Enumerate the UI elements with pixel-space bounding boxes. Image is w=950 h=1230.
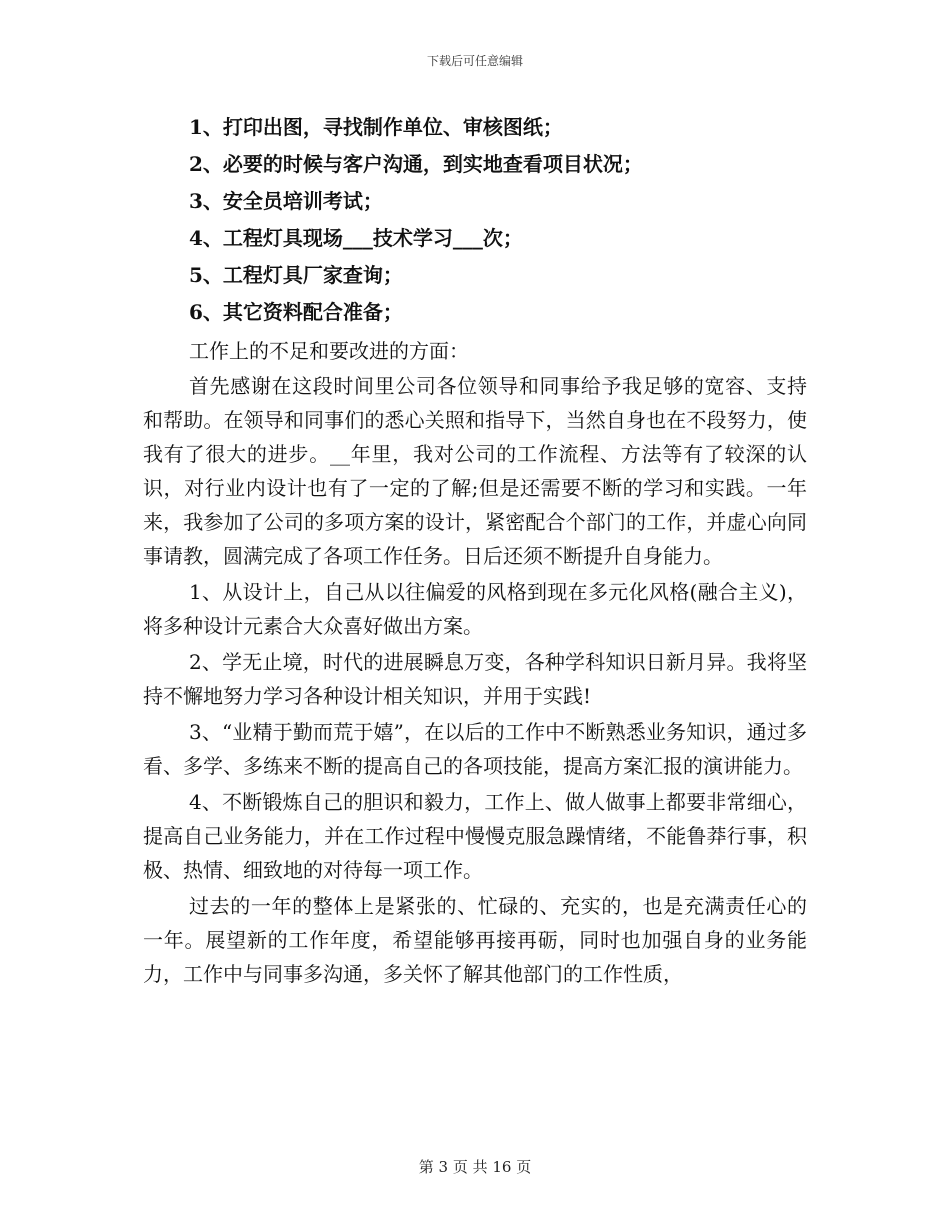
list-item: 3、安全员培训考试； — [189, 189, 383, 213]
list-item: 2、必要的时候与客户沟通，到实地查看项目状况； — [189, 152, 643, 176]
paragraph: 过去的一年的整体上是紧张的、忙碌的、充实的，也是充满责任心的一年。展望新的工作年度，希望能够再接再砺，同时也加强自身的业务能力，工作中与同事多沟通，多关怀了解其他部门的工作性质， — [143, 894, 807, 986]
paragraph: 首先感谢在这段时间里公司各位领导和同事给予我足够的宽容、支持和帮助。在领导和同事们的悉心关照和指导下，当然自身也在不段努力，使我有了很大的进步。__年里，我对公司的工作流程、方法等有了较深的认识，对行业内设计也有了一定的了解;但是还需要不断的学习和实践。一年来，我参加了公司的多项方案的设计，紧密配合个部门的工作，并虚心向同事请教，圆满完成了各项工作任务。日后还须不断提升自身能力。 — [143, 374, 807, 568]
paragraph: 3、“业精于勤而荒于嬉”，在以后的工作中不断熟悉业务知识，通过多看、多学、多练来不断的提高自己的各项技能，提高方案汇报的演讲能力。 — [143, 720, 807, 778]
paragraph: 1、从设计上，自己从以往偏爱的风格到现在多元化风格(融合主义)，将多种设计元素合大众喜好做出方案。 — [143, 580, 807, 638]
paragraph: 4、不断锻炼自己的胆识和毅力，工作上、做人做事上都要非常细心，提高自己业务能力，并在工作过程中慢慢克服急躁情绪，不能鲁莽行事，积极、热情、细致地的对待每一项工作。 — [143, 790, 807, 882]
page-header: 下载后可任意编辑 — [426, 54, 523, 68]
paragraph: 2、学无止境，时代的进展瞬息万变，各种学科知识日新月异。我将坚持不懈地努力学习各种设计相关知识，并用于实践! — [143, 650, 807, 708]
list-item: 5、工程灯具厂家查询； — [189, 263, 403, 287]
section-heading: 工作上的不足和要改进的方面： — [189, 339, 469, 363]
list-item: 4、工程灯具现场___技术学习___次； — [189, 226, 523, 250]
document-body — [143, 109, 807, 991]
list-item: 6、其它资料配合准备； — [189, 300, 403, 324]
list-item: 1、打印出图，寻找制作单位、审核图纸； — [189, 115, 563, 139]
page-footer: 第 3 页 共 16 页 — [418, 1158, 532, 1176]
